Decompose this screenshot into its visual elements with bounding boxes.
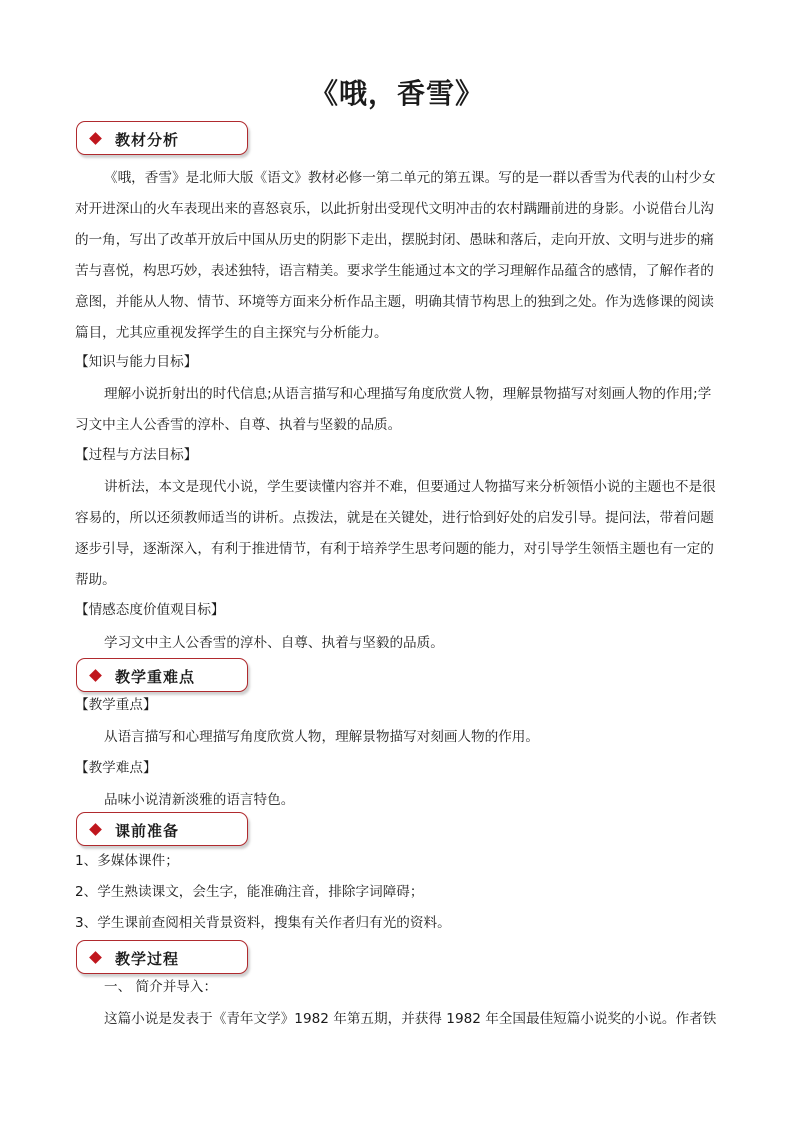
section-heading-key-points — [76, 658, 248, 692]
process-step-heading: 一、 简介并导入： — [104, 979, 218, 995]
section-label: 教学重难点 — [115, 668, 196, 686]
list-item: 2、学生熟读课文，会生字，能准确注音，排除字词障碍； — [75, 884, 424, 900]
diamond-bullet-icon — [89, 669, 102, 682]
section-heading-process — [76, 940, 248, 974]
section-label: 教材分析 — [115, 131, 180, 149]
emotion-goal-text: 学习文中主人公香雪的淳朴、自尊、执着与坚毅的品质。 — [104, 635, 444, 651]
difficult-point-heading: 【教学难点】 — [75, 760, 157, 776]
emotion-goal-heading: 【情感态度价值观目标】 — [75, 602, 225, 618]
process-intro-text: 这篇小说是发表于《青年文学》1982 年第五期，并获得 1982 年全国最佳短篇小说奖的小说。作者铁 — [104, 1011, 717, 1027]
diamond-bullet-icon — [89, 823, 102, 836]
diamond-bullet-icon — [89, 132, 102, 145]
section-label: 教学过程 — [115, 950, 180, 968]
list-item: 1、多媒体课件； — [75, 853, 179, 869]
difficult-point-text: 品味小说清新淡雅的语言特色。 — [104, 792, 295, 808]
analysis-paragraph: 《哦，香雪》是北师大版《语文》教材必修一第二单元的第五课。写的是一群以香雪为代表的山村少女对开进深山的火车表现出来的喜怒哀乐，以此折射出受现代文明冲击的农村蹒跚前进的身影。小说借台儿沟的一角，写出了改革开放后中国从历史的阴影下走出，摆脱封闭、愚昧和落后，走向开放、文明与进步的痛苦与喜悦，构思巧妙，表述独特，语言精美。要求学生能通过本文的学习理解作品蕴含的感情，了解作者的意图，并能从人物、情节、环境等方面来分析作品主题，明确其情节构思上的独到之处。作为选修课的阅读篇目，尤其应重视发挥学生的自主探究与分析能力。 — [75, 170, 716, 341]
key-point-text: 从语言描写和心理描写角度欣赏人物，理解景物描写对刻画人物的作用。 — [104, 729, 539, 745]
method-goal-heading: 【过程与方法目标】 — [75, 447, 198, 463]
key-point-heading: 【教学重点】 — [75, 697, 157, 713]
section-heading-preparation — [76, 812, 248, 846]
knowledge-goal-heading: 【知识与能力目标】 — [75, 354, 198, 370]
method-goal-text: 讲析法，本文是现代小说，学生要读懂内容并不难，但要通过人物描写来分析领悟小说的主题也不是很容易的，所以还须教师适当的讲析。点拨法，就是在关键处，进行恰到好处的启发引导。提问法，带着问题逐步引导，逐渐深入，有利于推进情节，有利于培养学生思考问题的能力，对引导学生领悟主题也有一定的帮助。 — [75, 479, 716, 588]
knowledge-goal-text: 理解小说折射出的时代信息;从语言描写和心理描写角度欣赏人物，理解景物描写对刻画人物的作用;学习文中主人公香雪的淳朴、自尊、执着与坚毅的品质。 — [75, 386, 712, 433]
list-item: 3、学生课前查阅相关背景资料，搜集有关作者归有光的资料。 — [75, 915, 451, 931]
page-title: 《哦，香雪》 — [309, 77, 484, 110]
diamond-bullet-icon — [89, 951, 102, 964]
section-heading-analysis — [76, 121, 248, 155]
section-label: 课前准备 — [115, 822, 180, 840]
